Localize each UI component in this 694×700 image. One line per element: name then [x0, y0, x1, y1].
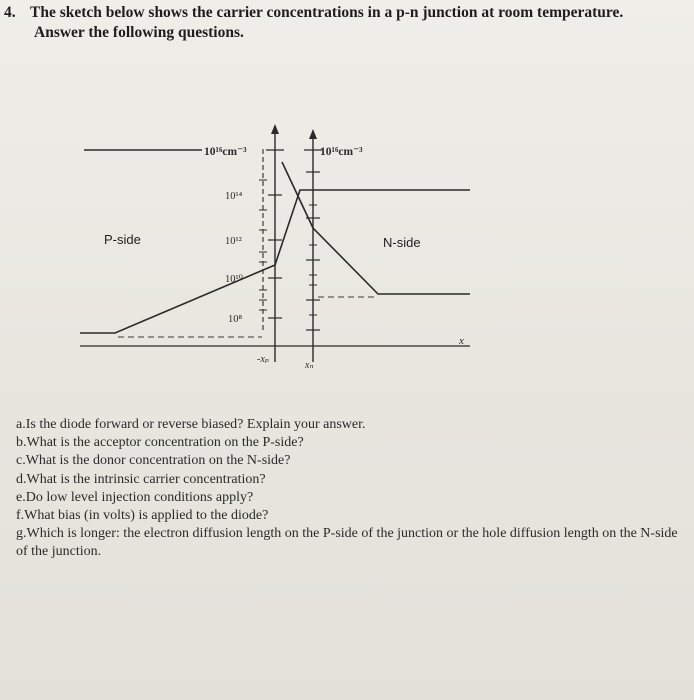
question-text-line1: The sketch below shows the carrier concentrations in a p-n junction at room temperature. — [30, 4, 624, 21]
tick-label-1e12: 10¹² — [225, 236, 242, 247]
tick-label-1e10: 10¹⁰ — [225, 274, 243, 285]
question-text-line2: Answer the following questions. — [34, 24, 244, 41]
concentration-axis-arrow — [271, 124, 279, 134]
sub-question-e: e.Do low level injection conditions apply? — [16, 489, 254, 505]
minus-xp-label: -xₚ — [257, 354, 269, 365]
tick-label-1e8: 10⁸ — [228, 314, 243, 325]
p-side-label: P-side — [104, 232, 141, 247]
question-number: 4. — [4, 4, 16, 21]
electron-concentration-curve — [282, 162, 470, 294]
sub-question-d: d.What is the intrinsic carrier concentration? — [16, 471, 266, 487]
p-level-label: 10¹⁶cm⁻³ — [204, 146, 247, 158]
sub-question-b: b.What is the acceptor concentration on the P-side? — [16, 435, 304, 451]
sub-question-c: c.What is the donor concentration on the N-side? — [16, 453, 291, 469]
xn-axis-arrow — [309, 129, 317, 139]
x-axis-label: x — [459, 335, 464, 347]
sub-question-g: g.Which is longer: the electron diffusion length on the P-side of the junction or the hole diffusion length on the N-side of the junction. — [16, 526, 678, 560]
sub-question-list — [16, 416, 692, 562]
n-side-label: N-side — [383, 235, 421, 250]
sub-question-a: a.Is the diode forward or reverse biased? Explain your answer. — [16, 417, 366, 432]
sub-question-f: f.What bias (in volts) is applied to the diode? — [16, 508, 269, 524]
tick-label-1e14: 10¹⁴ — [225, 191, 243, 202]
xn-label: xₙ — [305, 360, 314, 371]
n-level-label: 10¹⁶cm⁻³ — [320, 146, 363, 158]
